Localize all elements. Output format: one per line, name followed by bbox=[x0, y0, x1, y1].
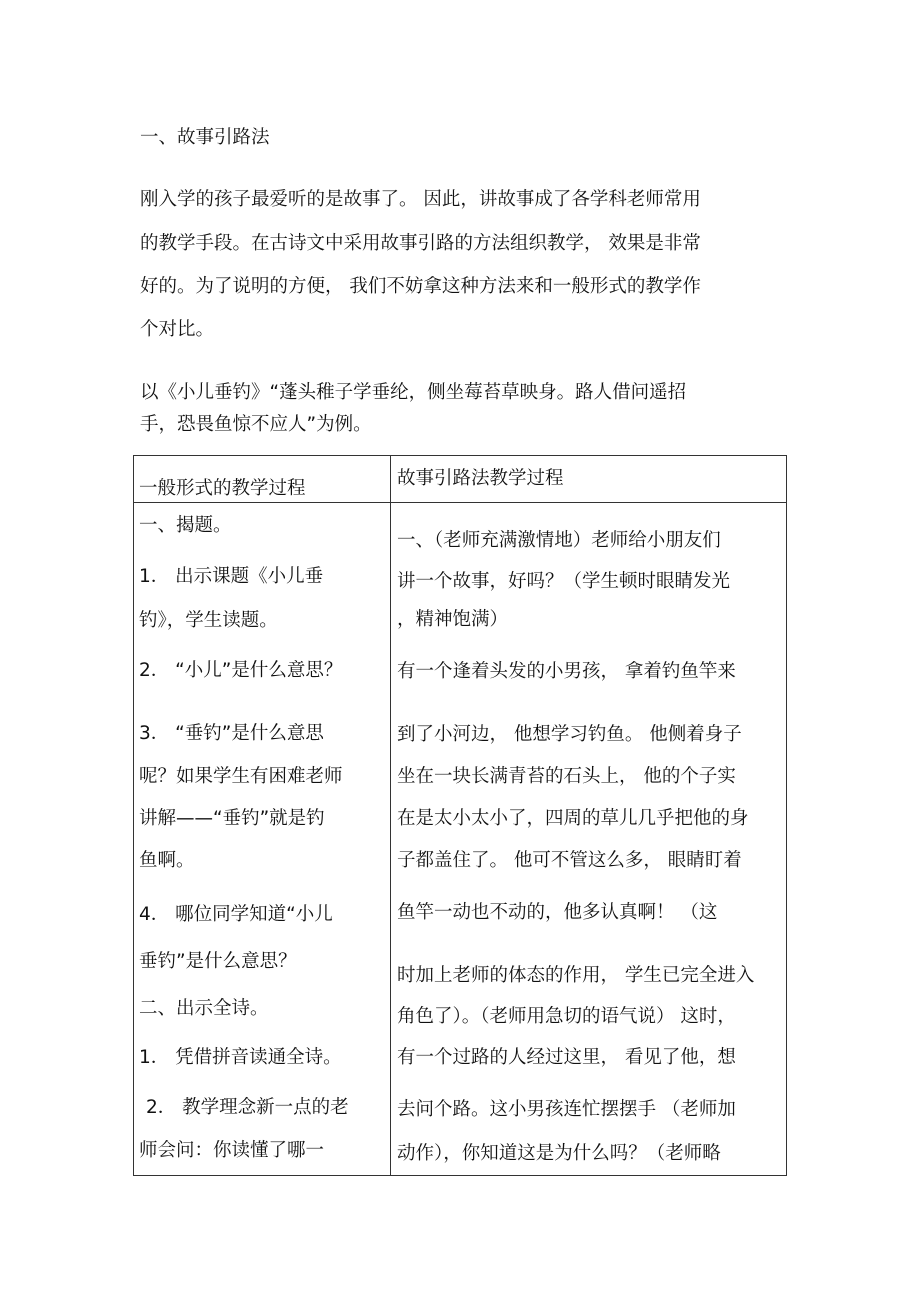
right-cell-line: 到了小河边， 他想学习钓鱼。 他侧着身子 bbox=[397, 724, 742, 745]
left-cell-line: 二、出示全诗。 bbox=[139, 998, 269, 1019]
left-cell-line: 呢？如果学生有困难老师 bbox=[139, 766, 343, 787]
right-cell-line: 讲一个故事，好吗？（学生顿时眼睛发光 bbox=[397, 571, 731, 592]
left-cell-line: 一、揭题。 bbox=[139, 515, 232, 536]
right-cell-line: 有一个过路的人经过这里， 看见了他，想 bbox=[397, 1047, 736, 1068]
intro-paragraph-line: 个对比。 bbox=[140, 319, 215, 340]
intro-paragraph-line: 的教学手段。在古诗文中采用故事引路的方法组织教学， 效果是非常 bbox=[140, 233, 701, 254]
left-cell-line: 4． 哪位同学知道“小儿 bbox=[139, 904, 333, 925]
header-left: 一般形式的教学过程 bbox=[139, 478, 306, 499]
left-cell-line: 垂钓”是什么意思？ bbox=[139, 951, 297, 972]
intro-paragraph-line: 刚入学的孩子最爱听的是故事了。 因此，讲故事成了各学科老师常用 bbox=[140, 189, 701, 210]
table-column-divider bbox=[390, 456, 391, 1175]
right-cell-line: 鱼竿一动也不动的，他多认真啊！ （这 bbox=[397, 902, 718, 923]
left-cell-line: 钓》，学生读题。 bbox=[139, 610, 278, 631]
left-cell-line: 3． “垂钓”是什么意思 bbox=[139, 723, 324, 744]
right-cell-line: 动作），你知道这是为什么吗？（老师略 bbox=[397, 1143, 721, 1164]
right-cell-line: ，精神饱满） bbox=[397, 609, 509, 630]
left-cell-line: 2． 教学理念新一点的老 bbox=[146, 1097, 349, 1118]
right-cell-line: 角色了）。（老师用急切的语气说） 这时， bbox=[397, 1006, 736, 1027]
right-cell-line: 时加上老师的体态的作用， 学生已完全进入 bbox=[397, 965, 755, 986]
left-cell-line: 2． “小儿”是什么意思？ bbox=[139, 660, 343, 681]
table-header-divider bbox=[134, 502, 786, 503]
right-cell-line: 一、（老师充满激情地）老师给小朋友们 bbox=[397, 530, 721, 551]
left-cell-line: 讲解——“垂钓”就是钓 bbox=[139, 808, 325, 829]
right-cell-line: 有一个逢着头发的小男孩， 拿着钓鱼竿来 bbox=[397, 661, 736, 682]
intro-paragraph-line: 好的。为了说明的方便， 我们不妨拿这种方法来和一般形式的教学作 bbox=[140, 276, 701, 297]
right-cell-line: 去问个路。这小男孩连忙摆摆手 （老师加 bbox=[397, 1099, 736, 1120]
left-cell-line: 师会问：你读懂了哪一 bbox=[139, 1140, 325, 1161]
right-cell-line: 坐在一块长满青苔的石头上， 他的个子实 bbox=[397, 766, 736, 787]
header-right: 故事引路法教学过程 bbox=[397, 468, 564, 489]
left-cell-line: 1． 凭借拼音读通全诗。 bbox=[139, 1047, 342, 1068]
left-cell-line: 鱼啊。 bbox=[139, 850, 195, 871]
comparison-table bbox=[133, 455, 787, 1176]
right-cell-line: 在是太小太小了，四周的草儿几乎把他的身 bbox=[397, 808, 749, 829]
right-cell-line: 子都盖住了。 他可不管这么多， 眼睛盯着 bbox=[397, 850, 742, 871]
example-paragraph-line: 以《小儿垂钓》“蓬头稚子学垂纶，侧坐莓苔草映身。路人借问遥招 bbox=[140, 382, 687, 403]
left-cell-line: 1． 出示课题《小儿垂 bbox=[139, 566, 324, 587]
section-heading: 一、故事引路法 bbox=[140, 127, 270, 148]
example-paragraph-line: 手，恐畏鱼惊不应人”为例。 bbox=[140, 414, 372, 435]
